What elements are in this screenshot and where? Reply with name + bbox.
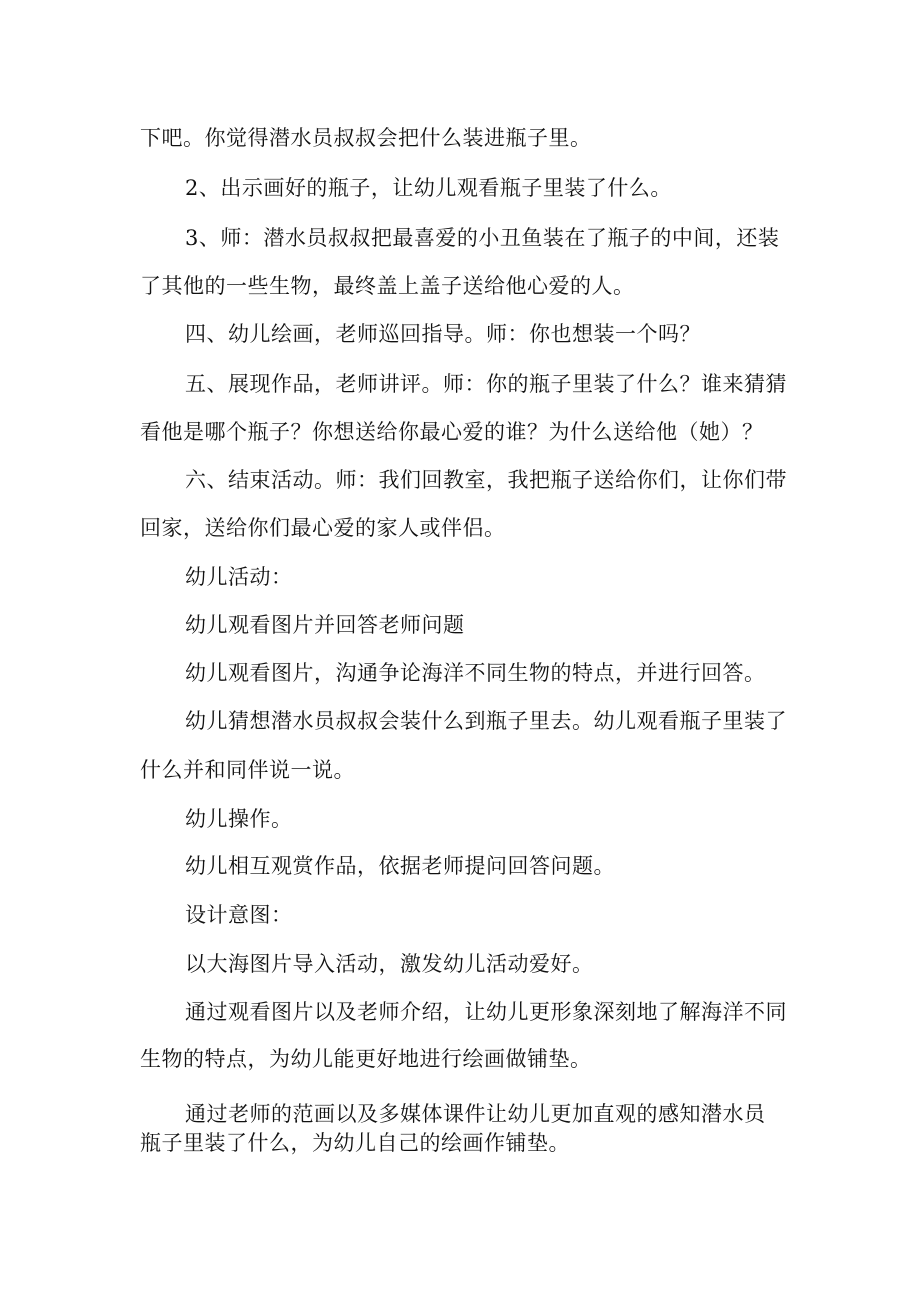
heading-child-activity: 幼儿活动： xyxy=(185,565,293,589)
text-line-section-5: 五、展现作品，老师讲评。师：你的瓶子里装了什么？谁来猜猜 xyxy=(185,372,787,396)
heading-design-intent: 设计意图： xyxy=(185,903,293,927)
text-line-section-6: 六、结束活动。师：我们回教室，我把瓶子送给你们，让你们带 xyxy=(185,468,787,492)
text-line-step-3-cont: 了其他的一些生物，最终盖上盖子送给他心爱的人。 xyxy=(140,274,635,298)
text-line-step-2: 2、出示画好的瓶子，让幼儿观看瓶子里装了什么。 xyxy=(185,176,672,200)
text-line-child-3: 幼儿猜想潜水员叔叔会装什么到瓶子里去。幼儿观看瓶子里装了 xyxy=(185,709,787,733)
text-line-intent-1: 以大海图片导入活动，激发幼儿活动爱好。 xyxy=(185,952,594,976)
text-line-child-5: 幼儿相互观赏作品，依据老师提问回答问题。 xyxy=(185,854,615,878)
text-line-intent-3-cont: 瓶子里装了什么，为幼儿自己的绘画作铺垫。 xyxy=(140,1131,570,1155)
text-line-section-5-cont: 看他是哪个瓶子？你想送给你最心爱的谁？为什么送给他（她）？ xyxy=(140,420,764,444)
text-line-step-3: 3、师：潜水员叔叔把最喜爱的小丑鱼装在了瓶子的中间，还装 xyxy=(185,226,780,250)
text-line-intent-2-cont: 生物的特点，为幼儿能更好地进行绘画做铺垫。 xyxy=(140,1047,592,1071)
text-line-child-1: 幼儿观看图片并回答老师问题 xyxy=(185,613,465,637)
text-line-intent-3: 通过老师的范画以及多媒体课件让幼儿更加直观的感知潜水员 xyxy=(185,1102,766,1126)
text-line-section-4: 四、幼儿绘画，老师巡回指导。师：你也想装一个吗？ xyxy=(185,322,701,346)
text-line-continuation: 下吧。你觉得潜水员叔叔会把什么装进瓶子里。 xyxy=(140,126,592,150)
text-line-section-6-cont: 回家，送给你们最心爱的家人或伴侣。 xyxy=(140,516,506,540)
text-line-child-4: 幼儿操作。 xyxy=(185,807,293,831)
text-line-child-3-cont: 什么并和同伴说一说。 xyxy=(140,758,355,782)
text-line-child-2: 幼儿观看图片，沟通争论海洋不同生物的特点，并进行回答。 xyxy=(185,661,766,685)
text-line-intent-2: 通过观看图片以及老师介绍，让幼儿更形象深刻地了解海洋不同 xyxy=(185,1000,787,1024)
